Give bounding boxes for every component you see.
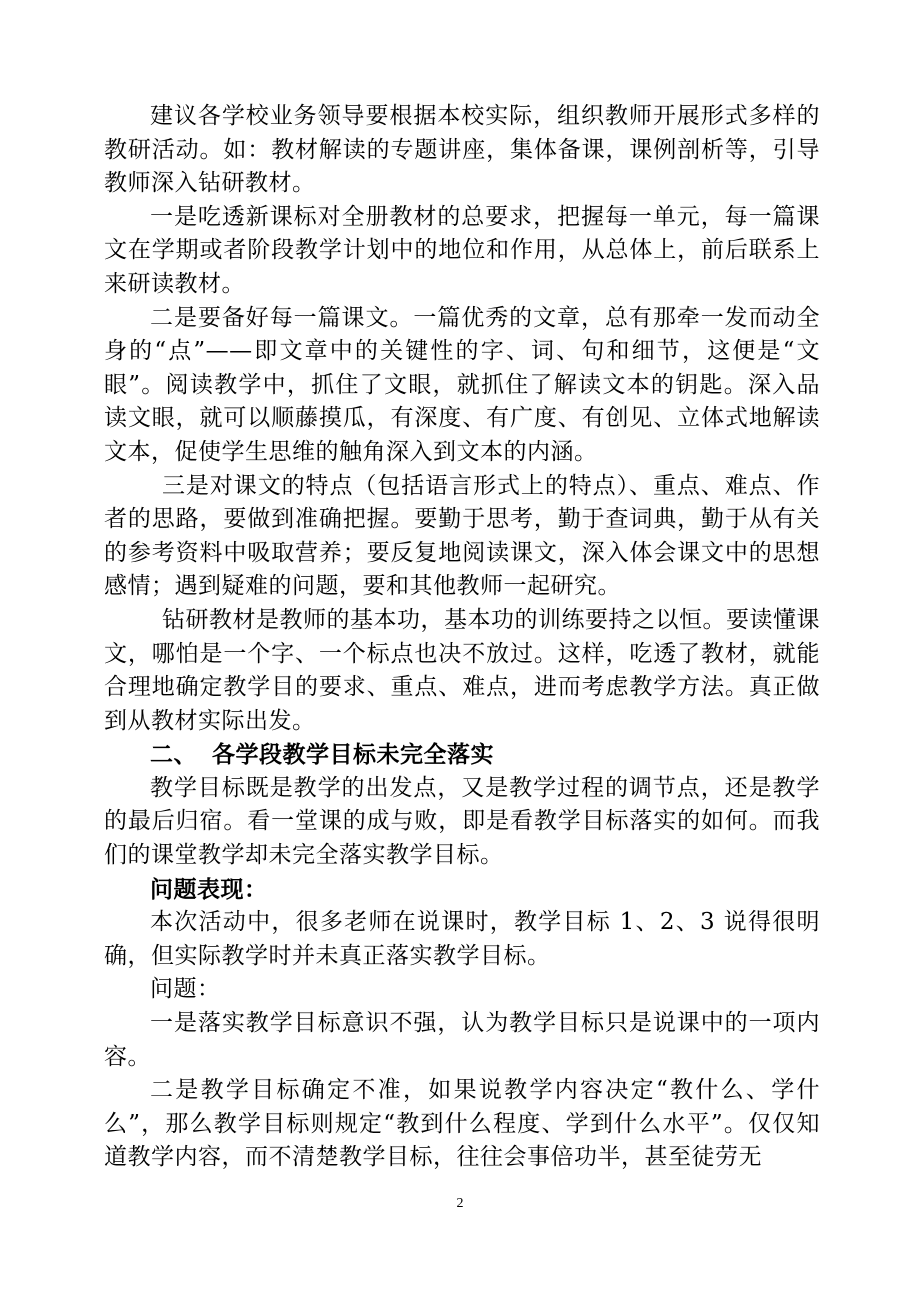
document-body — [104, 100, 820, 1175]
problem-text: 本次活动中，很多老师在说课时，教学目标 1、2、3 说得很明确，但实际教学时并未真正落实教学目标。 — [104, 909, 820, 969]
section-heading — [104, 738, 820, 772]
page-number: 2 — [456, 1196, 464, 1211]
paragraph-point-one: 一是吃透新课标对全册教材的总要求，把握每一单元，每一篇课文在学期或者阶段教学计划中的地位和作用，从总体上，前后联系上来研读教材。 — [104, 203, 820, 297]
question-item-two: 二是教学目标确定不准，如果说教学内容决定“教什么、学什么”，那么教学目标则规定“教到什么程度、学到什么水平”。仅仅知道教学内容，而不清楚教学目标，往往会事倍功半，甚至徒劳无 — [104, 1077, 820, 1171]
paragraph-teaching-goals: 教学目标既是教学的出发点，又是教学过程的调节点，还是教学的最后归宿。看一堂课的成与败，即是看教学目标落实的如何。而我们的课堂教学却未完全落实教学目标。 — [104, 774, 820, 869]
section-number: 二、 — [150, 741, 197, 769]
paragraph-teaching-research: 建议各学校业务领导要根据本校实际，组织教师开展形式多样的教研活动。如：教材解读的专题讲座，集体备课，课例剖析等，引导教师深入钻研教材。 — [104, 103, 820, 197]
section-title: 各学段教学目标未完全落实 — [212, 741, 494, 769]
question-item-one: 一是落实教学目标意识不强，认为教学目标只是说课中的一项内容。 — [104, 1010, 820, 1070]
problem-label: 问题表现： — [150, 875, 268, 903]
paragraph-point-three: 三是对课文的特点（包括语言形式上的特点）、重点、难点、作者的思路，要做到准确把握。要勤于思考，勤于查词典，勤于从有关的参考资料中吸取营养；要反复地阅读课文，深入体会课文中的思想感情；遇到疑难的问题，要和其他教师一起研究。 — [104, 472, 820, 600]
paragraph-point-two: 二是要备好每一篇课文。一篇优秀的文章，总有那牵一发而动全身的“点”——即文章中的关键性的字、词、句和细节，这便是“文眼”。阅读教学中，抓住了文眼，就抓住了解读文本的钥匙。深入品读文眼，就可以顺藤摸瓜，有深度、有广度、有创见、立体式地解读文本，促使学生思维的触角深入到文本的内涵。 — [104, 304, 820, 465]
question-label: 问题： — [150, 976, 221, 1003]
paragraph-basic-skill: 钻研教材是教师的基本功，基本功的训练要持之以恒。要读懂课文，哪怕是一个字、一个标点也决不放过。这样，吃透了教材，就能合理地确定教学目的要求、重点、难点，进而考虑教学方法。真正做到从教材实际出发。 — [104, 606, 820, 734]
